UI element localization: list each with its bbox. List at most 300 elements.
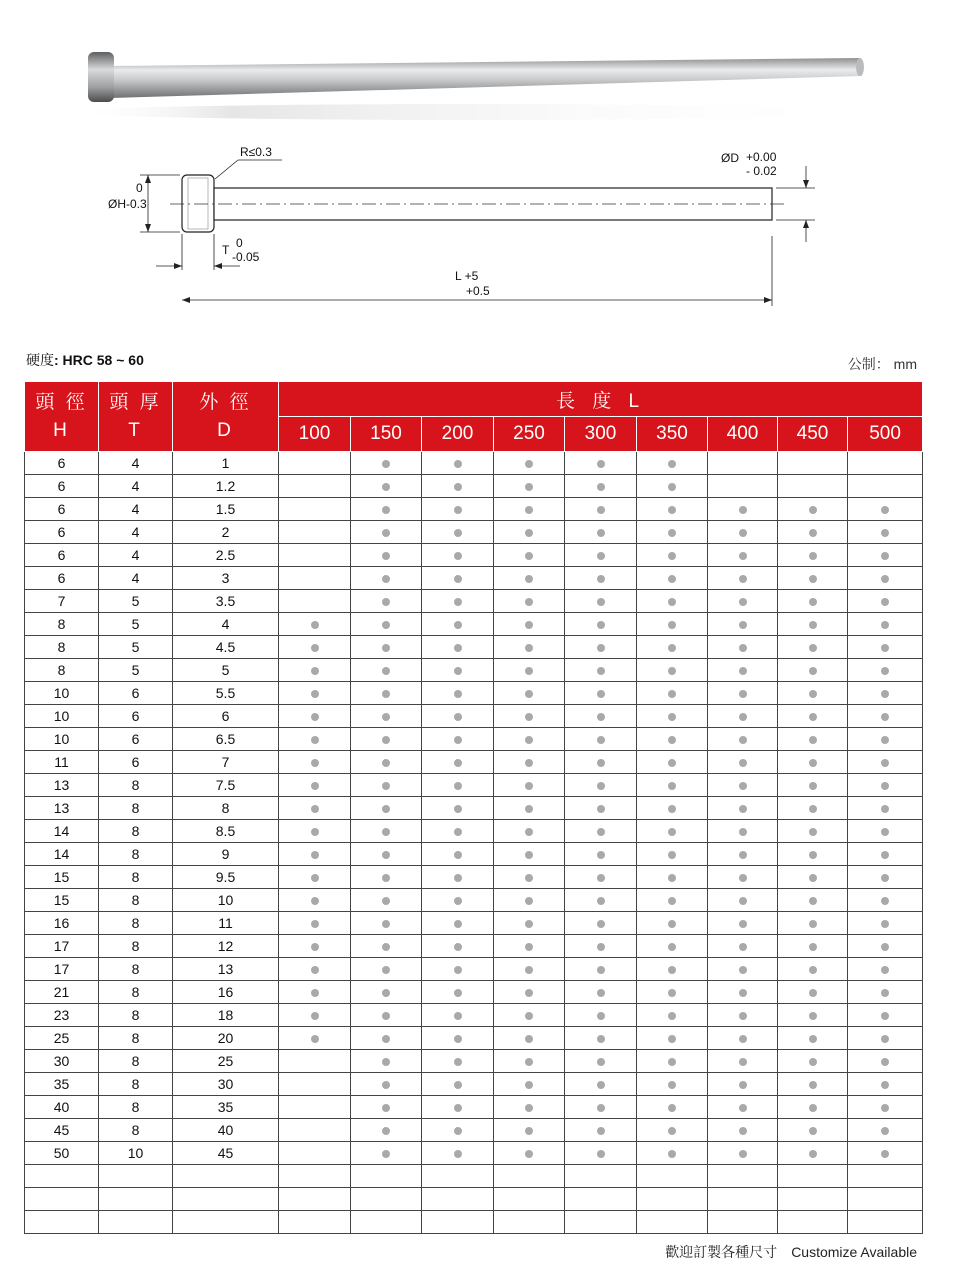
cell-length-150 (351, 452, 422, 475)
cell-length-350 (637, 958, 708, 981)
cell-length-200 (422, 1142, 494, 1165)
table-row (25, 1027, 923, 1050)
cell-length-450 (778, 935, 848, 958)
cell-length-100 (279, 751, 351, 774)
availability-dot (668, 851, 676, 859)
empty-cell (279, 1165, 351, 1188)
table-row (25, 1119, 923, 1142)
table-row (25, 636, 923, 659)
availability-dot (881, 1081, 889, 1089)
empty-cell (848, 1211, 923, 1234)
availability-dot (739, 759, 747, 767)
availability-dot (597, 1081, 605, 1089)
cell-length-450 (778, 774, 848, 797)
cell-length-150 (351, 475, 422, 498)
table-row (25, 1004, 923, 1027)
cell-length-250 (494, 682, 565, 705)
cell-h: 14 (25, 820, 99, 843)
technical-drawing (0, 140, 979, 320)
availability-dot (382, 897, 390, 905)
empty-cell (778, 1211, 848, 1234)
cell-length-100 (279, 659, 351, 682)
cell-length-300 (565, 1050, 637, 1073)
cell-length-400 (708, 774, 778, 797)
cell-length-200 (422, 659, 494, 682)
cell-length-300 (565, 728, 637, 751)
empty-cell (637, 1165, 708, 1188)
availability-dot (382, 644, 390, 652)
availability-dot (668, 713, 676, 721)
header-length-group: 長 度 L (279, 382, 923, 417)
availability-dot (454, 713, 462, 721)
availability-dot (311, 782, 319, 790)
cell-length-300 (565, 498, 637, 521)
cell-h: 14 (25, 843, 99, 866)
table-row (25, 1096, 923, 1119)
cell-length-450 (778, 797, 848, 820)
availability-dot (668, 598, 676, 606)
availability-dot (382, 989, 390, 997)
availability-dot (382, 966, 390, 974)
cell-h: 21 (25, 981, 99, 1004)
availability-dot (597, 851, 605, 859)
availability-dot (525, 1035, 533, 1043)
cell-length-500 (848, 912, 923, 935)
cell-length-500 (848, 1004, 923, 1027)
cell-t: 8 (99, 1004, 173, 1027)
availability-dot (454, 943, 462, 951)
cell-length-450 (778, 590, 848, 613)
table-row (25, 751, 923, 774)
availability-dot (809, 1012, 817, 1020)
availability-dot (809, 736, 817, 744)
empty-row (25, 1165, 923, 1188)
cell-length-100 (279, 567, 351, 590)
availability-dot (739, 1058, 747, 1066)
cell-t: 8 (99, 935, 173, 958)
cell-length-150 (351, 521, 422, 544)
empty-cell (422, 1165, 494, 1188)
pin-shadow (70, 104, 870, 120)
availability-dot (739, 575, 747, 583)
cell-h: 6 (25, 452, 99, 475)
availability-dot (454, 598, 462, 606)
cell-length-500 (848, 636, 923, 659)
cell-d: 30 (173, 1073, 279, 1096)
cell-length-500 (848, 958, 923, 981)
cell-h: 6 (25, 498, 99, 521)
cell-length-400 (708, 567, 778, 590)
cell-length-450 (778, 452, 848, 475)
cell-length-300 (565, 751, 637, 774)
availability-dot (597, 1104, 605, 1112)
table-row (25, 866, 923, 889)
availability-dot (668, 667, 676, 675)
cell-length-350 (637, 889, 708, 912)
cell-length-500 (848, 866, 923, 889)
availability-dot (809, 575, 817, 583)
cell-length-150 (351, 889, 422, 912)
cell-length-150 (351, 981, 422, 1004)
empty-cell (99, 1211, 173, 1234)
cell-length-450 (778, 751, 848, 774)
table-row (25, 475, 923, 498)
cell-length-400 (708, 866, 778, 889)
availability-dot (881, 966, 889, 974)
cell-h: 17 (25, 958, 99, 981)
cell-length-200 (422, 1073, 494, 1096)
t-tol-lower: -0.05 (232, 250, 260, 264)
cell-length-350 (637, 866, 708, 889)
cell-length-400 (708, 1142, 778, 1165)
cell-length-500 (848, 751, 923, 774)
availability-dot (311, 736, 319, 744)
availability-dot (525, 598, 533, 606)
cell-length-350 (637, 682, 708, 705)
cell-length-450 (778, 613, 848, 636)
availability-dot (668, 1127, 676, 1135)
spec-table (24, 381, 923, 1234)
availability-dot (597, 1012, 605, 1020)
cell-length-200 (422, 751, 494, 774)
cell-length-200 (422, 567, 494, 590)
table-row (25, 958, 923, 981)
availability-dot (311, 920, 319, 928)
cell-length-500 (848, 590, 923, 613)
cell-h: 40 (25, 1096, 99, 1119)
cell-length-100 (279, 843, 351, 866)
cell-length-100 (279, 1073, 351, 1096)
cell-length-200 (422, 682, 494, 705)
availability-dot (739, 782, 747, 790)
cell-length-350 (637, 567, 708, 590)
availability-dot (382, 1104, 390, 1112)
cell-length-500 (848, 544, 923, 567)
availability-dot (382, 805, 390, 813)
cell-length-200 (422, 475, 494, 498)
availability-dot (881, 989, 889, 997)
table-row (25, 935, 923, 958)
availability-dot (668, 460, 676, 468)
cell-length-400 (708, 452, 778, 475)
availability-dot (311, 713, 319, 721)
empty-cell (494, 1211, 565, 1234)
header-head-diameter (25, 382, 99, 452)
cell-length-250 (494, 1027, 565, 1050)
d-tol-lower: - 0.02 (746, 164, 777, 178)
availability-dot (881, 943, 889, 951)
cell-length-250 (494, 1004, 565, 1027)
availability-dot (454, 575, 462, 583)
header-head-thickness (99, 382, 173, 452)
cell-length-450 (778, 521, 848, 544)
cell-length-150 (351, 590, 422, 613)
cell-d: 13 (173, 958, 279, 981)
availability-dot (881, 828, 889, 836)
header-outer-diameter-zh: 外 徑 (199, 391, 252, 413)
availability-dot (668, 529, 676, 537)
cell-length-350 (637, 1050, 708, 1073)
cell-length-400 (708, 590, 778, 613)
cell-length-150 (351, 820, 422, 843)
cell-length-500 (848, 935, 923, 958)
cell-h: 6 (25, 567, 99, 590)
cell-length-300 (565, 544, 637, 567)
availability-dot (597, 828, 605, 836)
cell-t: 4 (99, 475, 173, 498)
availability-dot (525, 851, 533, 859)
availability-dot (739, 1035, 747, 1043)
availability-dot (454, 782, 462, 790)
availability-dot (739, 851, 747, 859)
empty-cell (708, 1188, 778, 1211)
availability-dot (881, 1104, 889, 1112)
availability-dot (668, 989, 676, 997)
availability-dot (525, 1104, 533, 1112)
cell-length-250 (494, 1050, 565, 1073)
cell-d: 16 (173, 981, 279, 1004)
cell-length-450 (778, 1050, 848, 1073)
availability-dot (454, 690, 462, 698)
table-row (25, 820, 923, 843)
cell-length-200 (422, 1004, 494, 1027)
availability-dot (454, 1127, 462, 1135)
cell-length-450 (778, 728, 848, 751)
empty-cell (848, 1165, 923, 1188)
cell-length-350 (637, 1073, 708, 1096)
l-tol: +0.5 (466, 284, 490, 298)
empty-cell (173, 1188, 279, 1211)
availability-dot (382, 506, 390, 514)
availability-dot (739, 966, 747, 974)
cell-length-400 (708, 544, 778, 567)
cell-length-350 (637, 1119, 708, 1142)
cell-length-500 (848, 452, 923, 475)
availability-dot (809, 920, 817, 928)
cell-length-150 (351, 613, 422, 636)
availability-dot (739, 667, 747, 675)
availability-dot (525, 1081, 533, 1089)
availability-dot (525, 575, 533, 583)
availability-dot (809, 1104, 817, 1112)
availability-dot (668, 966, 676, 974)
cell-d: 1 (173, 452, 279, 475)
availability-dot (668, 920, 676, 928)
d-label: ØD (721, 151, 739, 165)
availability-dot (597, 667, 605, 675)
cell-t: 5 (99, 636, 173, 659)
availability-dot (597, 1035, 605, 1043)
availability-dot (525, 1150, 533, 1158)
availability-dot (454, 483, 462, 491)
cell-length-300 (565, 797, 637, 820)
cell-length-400 (708, 659, 778, 682)
table-row (25, 728, 923, 751)
availability-dot (382, 759, 390, 767)
header-length-200: 200 (422, 417, 494, 452)
cell-h: 45 (25, 1119, 99, 1142)
availability-dot (311, 1035, 319, 1043)
availability-dot (809, 874, 817, 882)
availability-dot (597, 690, 605, 698)
cell-length-100 (279, 935, 351, 958)
cell-d: 9 (173, 843, 279, 866)
cell-length-350 (637, 728, 708, 751)
availability-dot (525, 506, 533, 514)
cell-length-200 (422, 728, 494, 751)
cell-t: 8 (99, 843, 173, 866)
cell-length-300 (565, 958, 637, 981)
availability-dot (739, 920, 747, 928)
cell-h: 10 (25, 728, 99, 751)
availability-dot (881, 805, 889, 813)
cell-length-250 (494, 912, 565, 935)
table-row (25, 682, 923, 705)
availability-dot (454, 966, 462, 974)
cell-length-150 (351, 567, 422, 590)
availability-dot (739, 1150, 747, 1158)
cell-length-400 (708, 521, 778, 544)
header-length-300: 300 (565, 417, 637, 452)
cell-length-250 (494, 544, 565, 567)
cell-h: 17 (25, 935, 99, 958)
header-head-thickness-symbol: T (128, 419, 143, 441)
cell-length-100 (279, 820, 351, 843)
availability-dot (382, 598, 390, 606)
cell-length-500 (848, 889, 923, 912)
cell-t: 8 (99, 981, 173, 1004)
cell-length-300 (565, 659, 637, 682)
table-row (25, 521, 923, 544)
empty-cell (565, 1188, 637, 1211)
cell-length-250 (494, 843, 565, 866)
availability-dot (809, 805, 817, 813)
cell-length-100 (279, 521, 351, 544)
cell-length-500 (848, 682, 923, 705)
availability-dot (668, 1058, 676, 1066)
cell-length-350 (637, 498, 708, 521)
availability-dot (809, 989, 817, 997)
empty-cell (708, 1165, 778, 1188)
cell-length-250 (494, 751, 565, 774)
cell-length-450 (778, 866, 848, 889)
availability-dot (881, 736, 889, 744)
footer-zh: 歡迎訂製各種尺寸 (665, 1244, 778, 1260)
cell-length-100 (279, 866, 351, 889)
cell-t: 8 (99, 866, 173, 889)
ejector-pin-photo (0, 0, 979, 140)
hardness-spec (26, 350, 144, 370)
availability-dot (597, 529, 605, 537)
empty-cell (494, 1188, 565, 1211)
availability-dot (525, 644, 533, 652)
cell-length-500 (848, 659, 923, 682)
availability-dot (382, 1150, 390, 1158)
empty-cell (637, 1188, 708, 1211)
cell-length-350 (637, 751, 708, 774)
cell-t: 8 (99, 797, 173, 820)
cell-d: 6 (173, 705, 279, 728)
cell-t: 4 (99, 567, 173, 590)
cell-length-300 (565, 452, 637, 475)
cell-length-400 (708, 613, 778, 636)
t-tol-upper: 0 (236, 236, 243, 250)
empty-cell (494, 1165, 565, 1188)
cell-h: 11 (25, 751, 99, 774)
availability-dot (881, 897, 889, 905)
availability-dot (382, 874, 390, 882)
cell-length-200 (422, 613, 494, 636)
availability-dot (597, 1150, 605, 1158)
availability-dot (525, 1058, 533, 1066)
cell-length-200 (422, 452, 494, 475)
availability-dot (739, 1012, 747, 1020)
availability-dot (454, 920, 462, 928)
cell-length-300 (565, 1027, 637, 1050)
availability-dot (382, 483, 390, 491)
empty-cell (565, 1165, 637, 1188)
hardness-label: 硬度 (26, 352, 54, 368)
cell-length-250 (494, 613, 565, 636)
cell-d: 18 (173, 1004, 279, 1027)
cell-length-500 (848, 1050, 923, 1073)
cell-length-500 (848, 797, 923, 820)
availability-dot (382, 828, 390, 836)
availability-dot (525, 989, 533, 997)
empty-cell (99, 1165, 173, 1188)
availability-dot (311, 1012, 319, 1020)
availability-dot (382, 1035, 390, 1043)
cell-length-500 (848, 705, 923, 728)
cell-t: 8 (99, 1073, 173, 1096)
availability-dot (809, 759, 817, 767)
availability-dot (454, 1035, 462, 1043)
availability-dot (668, 782, 676, 790)
cell-length-250 (494, 590, 565, 613)
cell-length-200 (422, 636, 494, 659)
availability-dot (597, 874, 605, 882)
availability-dot (809, 598, 817, 606)
cell-length-250 (494, 935, 565, 958)
availability-dot (454, 1081, 462, 1089)
table-row (25, 1050, 923, 1073)
availability-dot (739, 506, 747, 514)
availability-dot (809, 1081, 817, 1089)
cell-length-150 (351, 544, 422, 567)
cell-h: 6 (25, 475, 99, 498)
cell-t: 5 (99, 590, 173, 613)
cell-d: 7.5 (173, 774, 279, 797)
availability-dot (809, 966, 817, 974)
cell-length-200 (422, 1027, 494, 1050)
h-arrow-bottom (145, 224, 151, 232)
cell-length-200 (422, 981, 494, 1004)
availability-dot (809, 897, 817, 905)
header-length-250: 250 (494, 417, 565, 452)
availability-dot (525, 828, 533, 836)
table-row (25, 613, 923, 636)
availability-dot (382, 1127, 390, 1135)
availability-dot (382, 690, 390, 698)
cell-h: 8 (25, 613, 99, 636)
empty-cell (279, 1211, 351, 1234)
availability-dot (382, 736, 390, 744)
cell-length-300 (565, 912, 637, 935)
cell-length-400 (708, 475, 778, 498)
cell-length-300 (565, 1096, 637, 1119)
cell-length-150 (351, 866, 422, 889)
cell-length-350 (637, 475, 708, 498)
